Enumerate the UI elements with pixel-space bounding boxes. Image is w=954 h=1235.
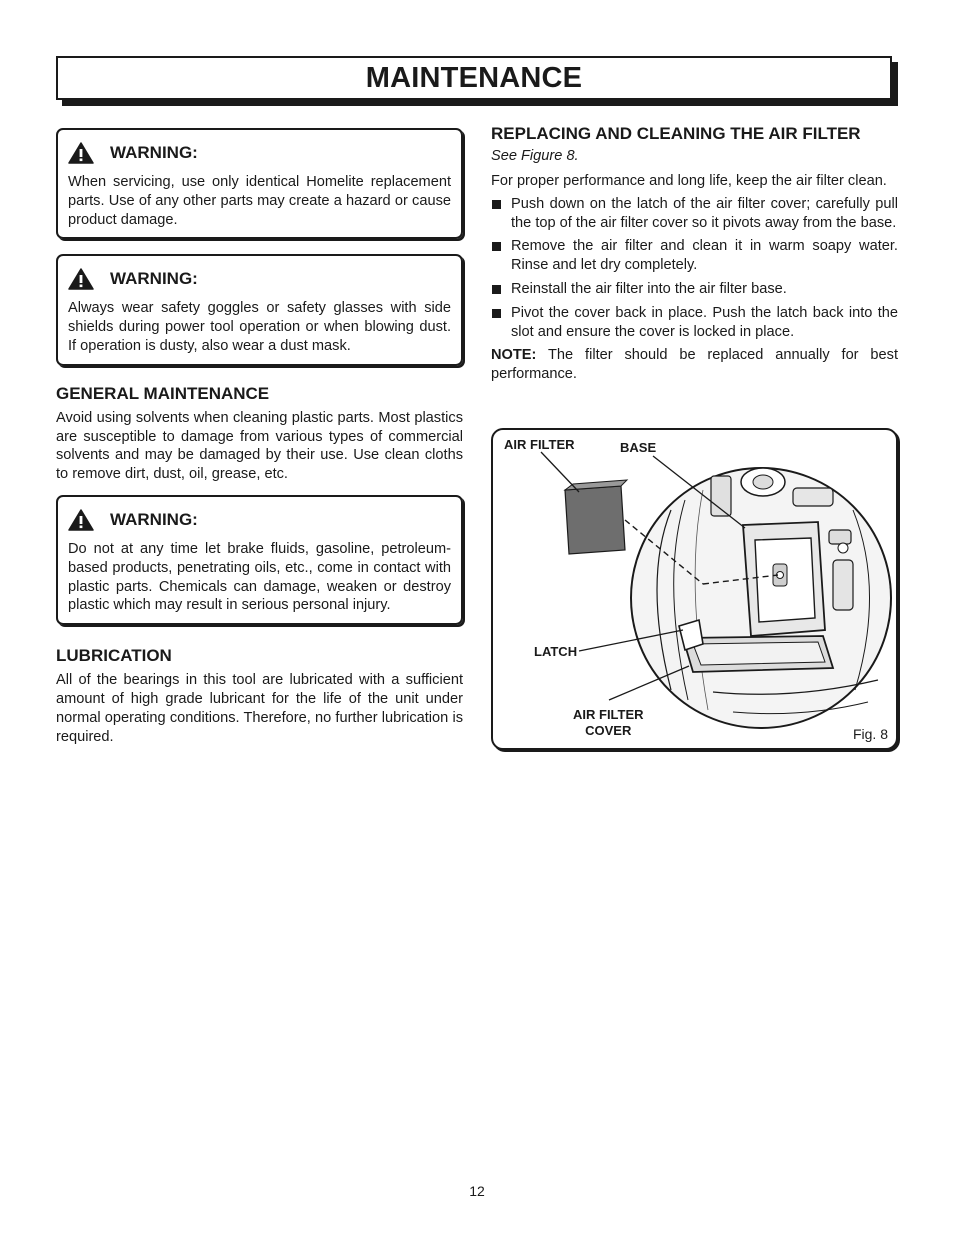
list-item [491,195,898,233]
list-item [491,280,898,299]
lubrication-heading: LUBRICATION [56,646,172,666]
note-text: The filter should be replaced annually for best performance. [491,347,898,383]
general-maintenance-text: Avoid using solvents when cleaning plastic parts. Most plastics are susceptible to damage from various types of commercial solvents and may be damaged by their use. Use clean cloths to remove dirt, dust, oil, grease, etc. [56,409,463,483]
figure-8 [491,428,898,750]
bullet-square-icon [492,242,501,251]
step-text: Remove the air filter and clean it in warm soapy water. Rinse and let dry completely. [511,238,898,274]
warning-box-safety-goggles [56,254,463,365]
step-text: Reinstall the air filter into the air filter base. [511,280,787,297]
page-title-box [56,56,892,100]
label-air-filter-cover [573,707,644,739]
warning-triangle-icon [68,142,94,164]
left-column [56,128,463,746]
general-maintenance-heading: GENERAL MAINTENANCE [56,383,270,403]
label-cover-line1: AIR FILTER [573,707,644,722]
label-cover-line2: COVER [585,723,632,738]
warning-header [68,268,451,290]
warning-text: When servicing, use only identical Homelite replacement parts. Use of any other parts may create a hazard or cause product damage. [68,174,451,228]
air-filter-heading: REPLACING AND CLEANING THE AIR FILTER [491,124,861,143]
warning-triangle-icon [68,268,94,290]
warning-text: Do not at any time let brake fluids, gasoline, petroleum-based products, penetrating oils, etc., come in contact with plastic parts. Chemicals can damage, weaken or destroy plastic which may result in serious personal injury. [68,540,451,614]
label-base: BASE [620,440,657,455]
warning-text: Always wear safety goggles or safety glasses with side shields during power tool operation or when blowing dust. If operation is dusty, also wear a dust mask. [68,300,451,354]
list-item [491,304,898,342]
label-air-filter: AIR FILTER [504,437,575,452]
see-figure-ref: See Figure 8. [491,148,579,164]
air-filter-illustration [493,430,896,748]
step-text: Pivot the cover back in place. Push the latch back into the slot and ensure the cover is locked in place. [511,304,898,340]
note-paragraph [491,346,898,384]
bullet-square-icon [492,200,501,209]
warning-heading: WARNING: [110,269,198,289]
page-number: 12 [469,1183,485,1199]
warning-box-chemicals [56,495,463,625]
air-filter-steps [491,195,898,342]
warning-triangle-icon [68,509,94,531]
lubrication-text: All of the bearings in this tool are lubricated with a sufficient amount of high grade lubricant for the life of the unit under normal operating conditions. Therefore, no further lubrication is required. [56,672,463,745]
warning-box-replacement-parts [56,128,463,239]
warning-header [68,509,451,531]
bullet-square-icon [492,309,501,318]
warning-header [68,142,451,164]
step-text: Push down on the latch of the air filter cover; carefully pull the top of the air filter cover so it pivots away from the base. [511,195,898,231]
list-item [491,237,898,275]
warning-heading: WARNING: [110,509,198,529]
warning-heading: WARNING: [110,143,198,162]
air-filter-intro: For proper performance and long life, keep the air filter clean. [491,173,887,189]
figure-caption: Fig. 8 [852,726,888,742]
label-latch: LATCH [534,644,578,659]
bullet-square-icon [492,285,501,294]
page-title: MAINTENANCE [365,61,583,94]
right-column [491,124,898,384]
note-label: NOTE: [491,347,537,364]
